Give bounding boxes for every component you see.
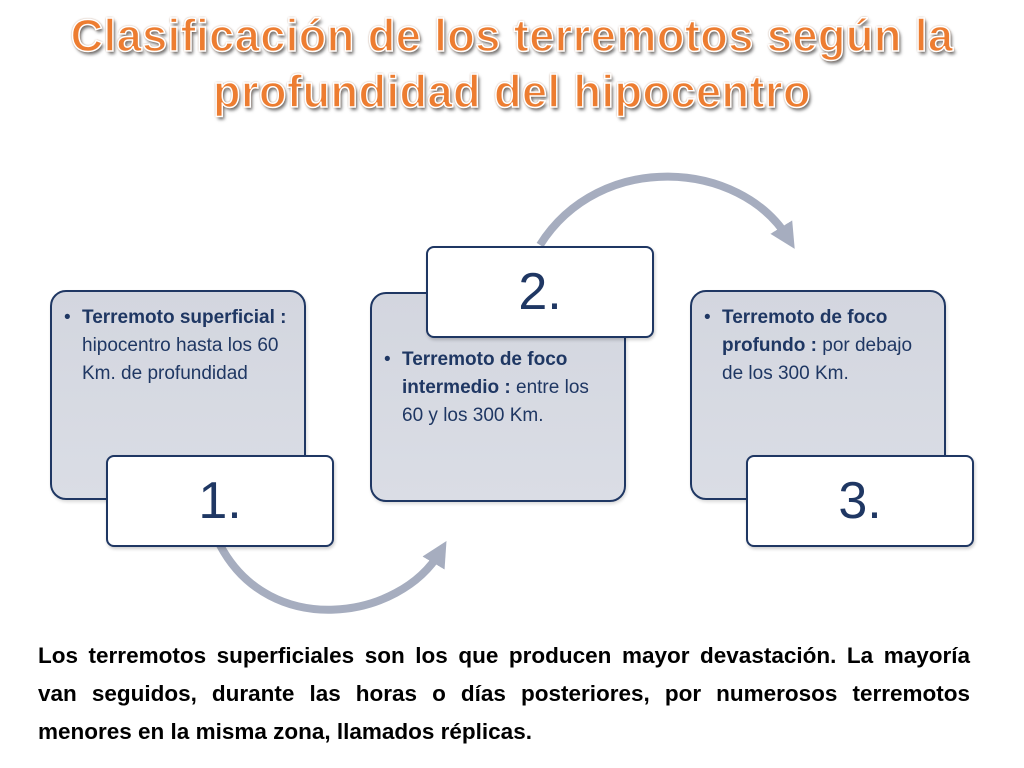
step-2-description: entre los 60 y los 300 Km. [402, 377, 589, 426]
step-1-text [60, 304, 292, 388]
title-line-2: profundidad del hipocentro [213, 66, 811, 117]
step-1-number: 1. [198, 472, 242, 530]
step-1-number-box [106, 455, 334, 547]
step-3-description: por debajo de los 300 Km. [722, 335, 913, 384]
step-3-term: Terremoto de foco profundo : [722, 307, 888, 356]
step-3-number-box [746, 455, 974, 547]
step-1-description: hipocentro hasta los 60 Km. de profundidad [82, 335, 279, 384]
step-3-text [700, 304, 932, 388]
step-2-number: 2. [518, 263, 562, 321]
title-line-1: Clasificación de los terremotos según la [70, 10, 954, 61]
step-1-term: Terremoto superficial : [82, 307, 287, 328]
step-2-text [380, 346, 612, 430]
footer-paragraph: Los terremotos superficiales son los que producen mayor devastación. La mayoría van seguidos, durante las horas o días posteriores, por numerosos terremotos menores en la misma zona, llamados réplicas. [38, 643, 970, 744]
step-2-term: Terremoto de foco intermedio : [402, 349, 568, 398]
step-2-number-box [426, 246, 654, 338]
arrow-step1-to-step2 [220, 545, 440, 610]
step-3-number: 3. [838, 472, 882, 530]
arrow-step2-to-step3 [540, 177, 788, 245]
